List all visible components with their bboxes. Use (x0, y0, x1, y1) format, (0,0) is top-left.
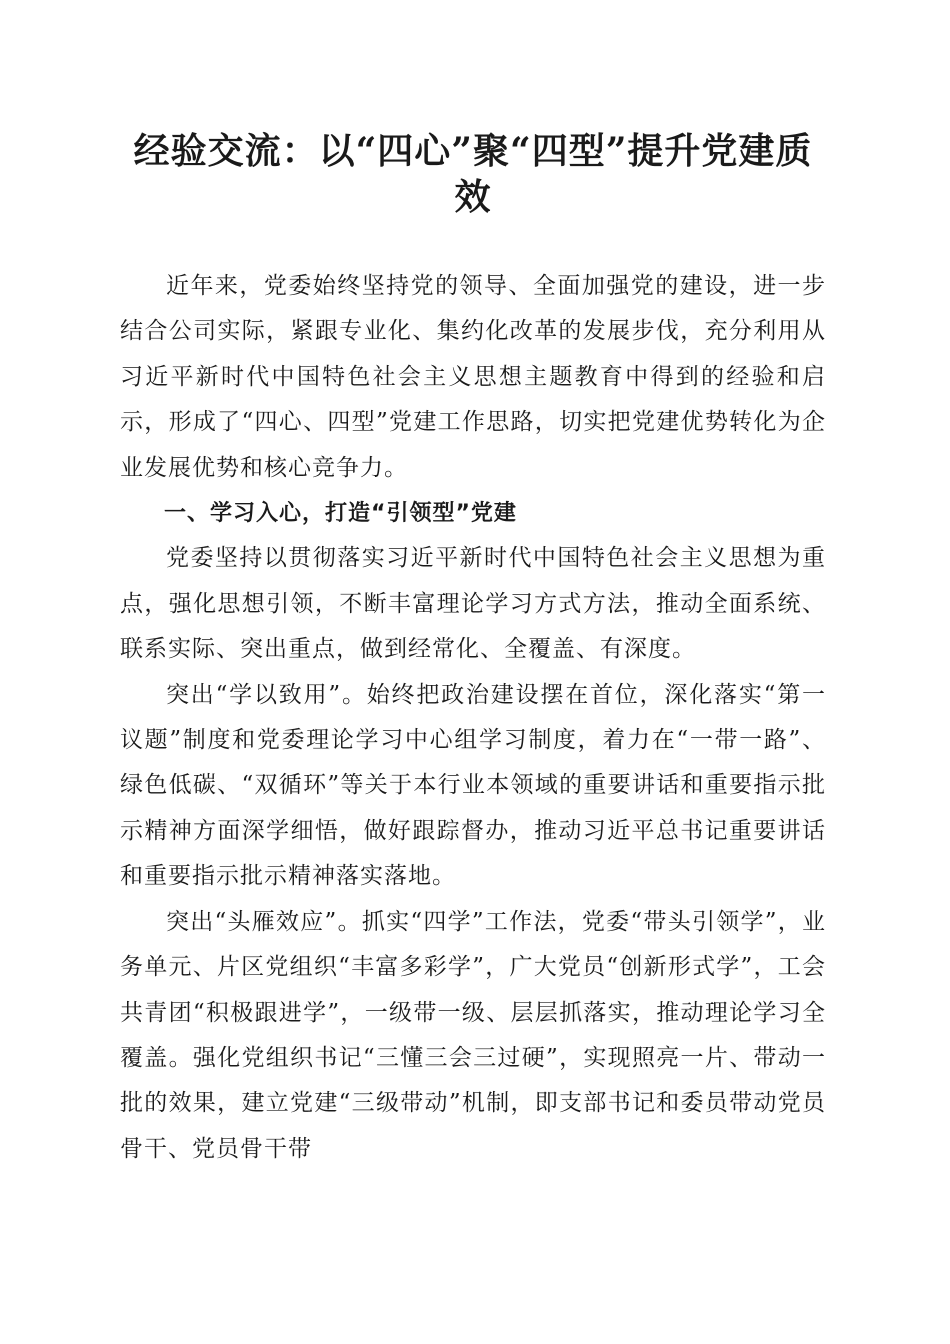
intro-paragraph: 近年来，党委始终坚持党的领导、全面加强党的建设，进一步结合公司实际，紧跟专业化、集约化改革的发展步伐，充分利用从习近平新时代中国特色社会主义思想主题教育中得到的经验和启示，形成了“四心、四型”党建工作思路，切实把党建优势转化为企业发展优势和核心竞争力。 (120, 273, 826, 481)
section1-paragraph-2: 突出“学以致用”。始终把政治建设摆在首位，深化落实“第一议题”制度和党委理论学习中心组学习制度，着力在“一带一路”、绿色低碳、“双循环”等关于本行业本领域的重要讲话和重要指示批示精神方面深学细悟，做好跟踪督办，推动习近平总书记重要讲话和重要指示批示精神落实落地。 (120, 681, 826, 890)
section-heading-1: 一、学习入心，打造“引领型”党建 (164, 501, 517, 527)
document-page (120, 128, 826, 1172)
section1-paragraph-3: 突出“头雁效应”。抓实“四学”工作法，党委“带头引领学”，业务单元、片区党组织“丰富多彩学”，广大党员“创新形式学”，工会共青团“积极跟进学”，一级带一级、层层抓落实，推动理论学习全覆盖。强化党组织书记“三懂三会三过硬”，实现照亮一片、带动一批的效果，建立党建“三级带动”机制，即支部书记和委员带动党员骨干、党员骨干带 (120, 908, 826, 1162)
document-title: 经验交流：以“四心”聚“四型”提升党建质效 (133, 130, 813, 218)
section1-paragraph-1: 党委坚持以贯彻落实习近平新时代中国特色社会主义思想为重点，强化思想引领，不断丰富理论学习方式方法，推动全面系统、联系实际、突出重点，做到经常化、全覆盖、有深度。 (120, 545, 826, 663)
